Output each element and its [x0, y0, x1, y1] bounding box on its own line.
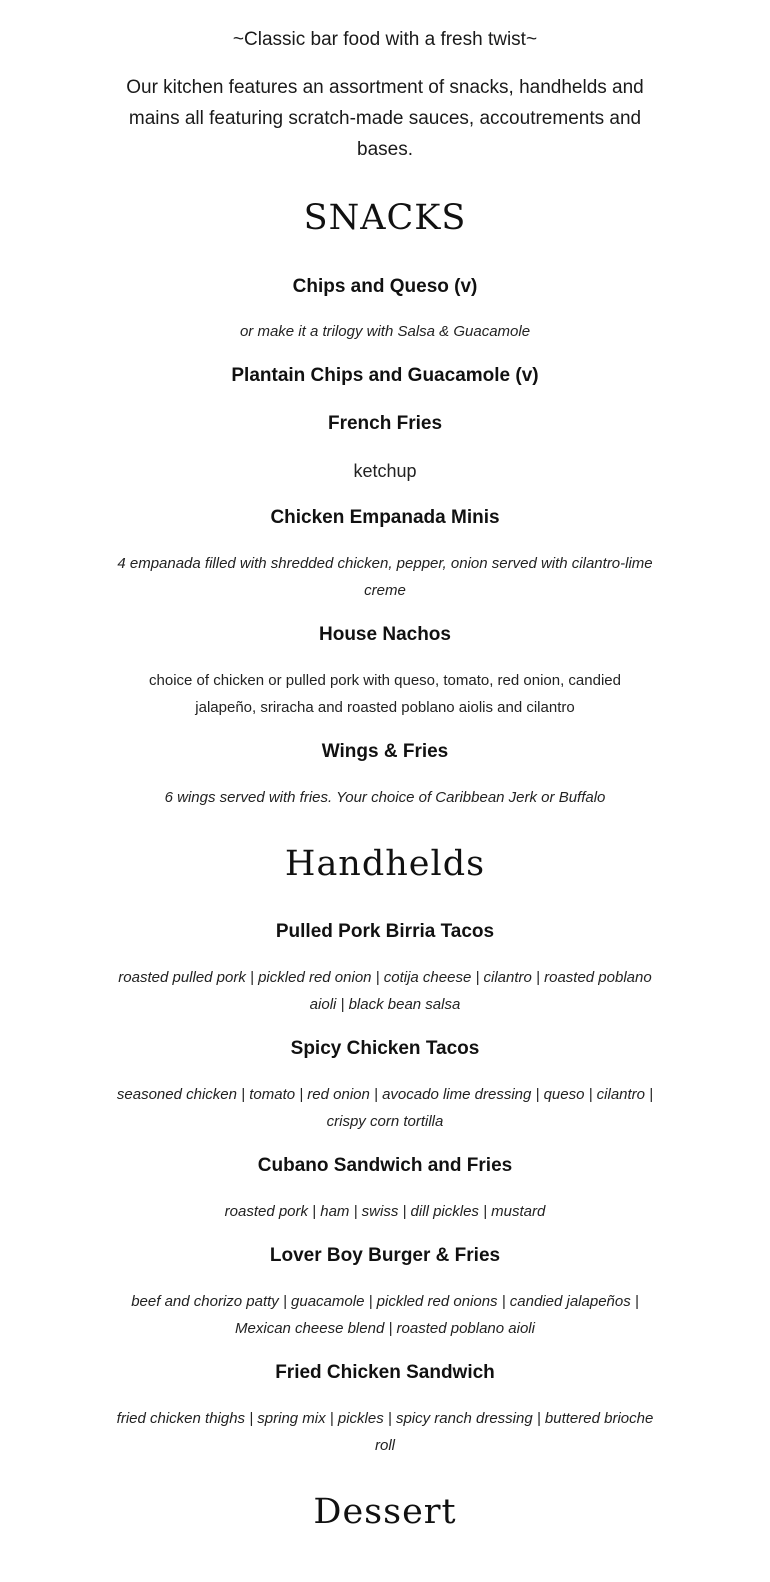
menu-item-description: fried chicken thighs | spring mix | pickles | spicy ranch dressing | buttered brioche roll [116, 1410, 654, 1454]
menu-item-name: Spicy Chicken Tacos [290, 1038, 480, 1059]
menu-item-description: ketchup [353, 461, 417, 481]
menu-item-name: House Nachos [319, 624, 451, 645]
menu-intro: Our kitchen features an assortment of snacks, handhelds and mains all featuring scratch-made sauces, accoutrements and bases. [126, 77, 644, 160]
menu-item-description: beef and chorizo patty | guacamole | pickled red onions | candied jalapeños | Mexican cheese blend | roasted poblano aioli [131, 1293, 639, 1337]
menu-tagline: ~Classic bar food with a fresh twist~ [232, 29, 538, 50]
menu-item-name: Lover Boy Burger & Fries [269, 1245, 501, 1266]
section-title-dessert: Dessert [313, 1492, 457, 1532]
menu-item-name: Cubano Sandwich and Fries [257, 1155, 513, 1176]
menu-item-description: roasted pork | ham | swiss | dill pickles | mustard [224, 1203, 546, 1220]
menu-item-name: Chips and Queso (v) [292, 276, 478, 297]
section-title-snacks: SNACKS [303, 198, 467, 238]
menu-item-description: 4 empanada filled with shredded chicken, pepper, onion served with cilantro-lime creme [117, 555, 653, 599]
menu-item-name: Wings & Fries [321, 741, 449, 762]
menu-item-description: choice of chicken or pulled pork with queso, tomato, red onion, candied jalapeño, sriracha and roasted poblano aiolis and cilantro [149, 672, 621, 716]
menu-item-name: Plantain Chips and Guacamole (v) [231, 365, 539, 386]
menu-item-description: roasted pulled pork | pickled red onion | cotija cheese | cilantro | roasted poblano aioli | black bean salsa [118, 969, 652, 1013]
menu-item-description: seasoned chicken | tomato | red onion | avocado lime dressing | queso | cilantro | crispy corn tortilla [116, 1086, 654, 1130]
menu-item-name: French Fries [327, 413, 443, 434]
menu-item-description: 6 wings served with fries. Your choice of Caribbean Jerk or Buffalo [164, 789, 606, 806]
menu-item-name: Pulled Pork Birria Tacos [275, 921, 495, 942]
menu-item-name: Chicken Empanada Minis [270, 507, 500, 528]
menu-item-name: Fried Chicken Sandwich [275, 1362, 495, 1383]
menu-item-description: or make it a trilogy with Salsa & Guacamole [239, 323, 531, 340]
section-title-handhelds: Handhelds [284, 844, 486, 884]
